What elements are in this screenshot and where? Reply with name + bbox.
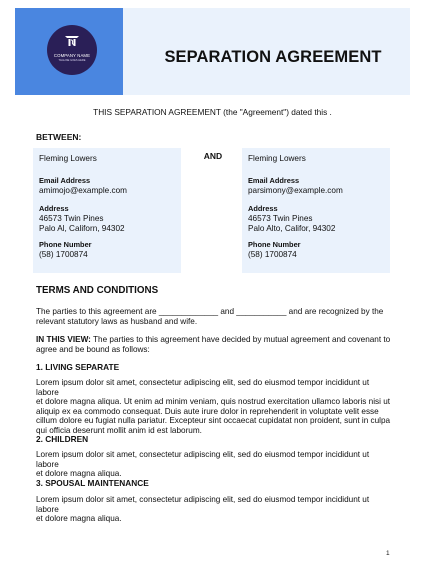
- party-name: Fleming Lowers: [248, 154, 306, 163]
- intro-line: THIS SEPARATION AGREEMENT (the "Agreement") dated this .: [93, 107, 332, 117]
- paragraph-line: cillum dolore eu fugiat nulla pariatur. Excepteur sint occaecat cupidatat non proident, sunt in culpa: [36, 416, 391, 426]
- section-heading: 2. CHILDREN: [36, 434, 89, 444]
- paragraph-line: qui officia deserunt mollit anim id est laborum.: [36, 425, 202, 435]
- paragraph-line: Lorem ipsum dolor sit amet, consectetur adipiscing elit, sed do eiusmod tempor incididunt ut labore: [36, 495, 370, 514]
- paragraph-line: agree and be bound as follows:: [36, 344, 150, 354]
- phone-value: (58) 1700874: [39, 250, 88, 259]
- and-label: AND: [203, 151, 223, 161]
- between-label: BETWEEN:: [36, 132, 82, 142]
- paragraph-line: et dolore magna aliqua.: [36, 469, 122, 479]
- company-logo: [47, 25, 97, 75]
- view-label: IN THIS VIEW:: [36, 335, 91, 344]
- phone-value: (58) 1700874: [248, 250, 297, 259]
- address-label: Address: [39, 204, 69, 213]
- address-line-1: 46573 Twin Pines: [39, 214, 104, 223]
- paragraph-line: et dolore magna aliqua. Ut enim ad minim veniam, quis nostrud exercitation ullamco laboris nisi ut: [36, 397, 391, 407]
- email-label: Email Address: [248, 176, 300, 185]
- email-value: amimojo@example.com: [39, 186, 127, 195]
- email-label: Email Address: [39, 176, 91, 185]
- view-paragraph: [36, 335, 391, 354]
- section-body: [36, 495, 391, 524]
- logo-panel: [15, 8, 123, 95]
- paragraph-line: The parties to this agreement are _____________ and ___________ and are recognized by the: [36, 307, 384, 316]
- party-name: Fleming Lowers: [39, 154, 97, 163]
- document-header: [15, 8, 410, 95]
- paragraph-line: et dolore magna aliqua.: [36, 514, 122, 524]
- party-card-first: [33, 148, 181, 273]
- section-body: [36, 378, 391, 436]
- address-line-2: Palo Al, Californ, 94302: [39, 224, 125, 233]
- document-title: SEPARATION AGREEMENT: [164, 48, 382, 66]
- page-number: 1: [386, 550, 390, 557]
- phone-label: Phone Number: [248, 240, 301, 249]
- terms-heading: TERMS AND CONDITIONS: [36, 285, 159, 296]
- parties-paragraph: [36, 307, 391, 326]
- address-label: Address: [248, 204, 278, 213]
- section-heading: 3. SPOUSAL MAINTENANCE: [36, 478, 149, 488]
- company-tagline: TAGLINE GOES HERE: [58, 59, 86, 62]
- party-card-second: [242, 148, 390, 273]
- address-line-1: 46573 Twin Pines: [248, 214, 313, 223]
- address-line-2: Palo Alto, Califor, 94302: [248, 224, 336, 233]
- paragraph-line: Lorem ipsum dolor sit amet, consectetur adipiscing elit, sed do eiusmod tempor incididunt ut labore: [36, 450, 370, 469]
- column-logo-icon: [64, 34, 80, 48]
- paragraph-line: Lorem ipsum dolor sit amet, consectetur adipiscing elit, sed do eiusmod tempor incididunt ut labore: [36, 378, 370, 397]
- paragraph-line: [36, 335, 391, 345]
- phone-label: Phone Number: [39, 240, 92, 249]
- paragraph-line: relevant statutory laws as husband and wife.: [36, 316, 198, 326]
- paragraph-line: aliquip ex ea commodo consequat. Duis aute irure dolor in reprehenderit in voluptate velit esse: [36, 406, 379, 416]
- company-name: COMPANY NAME: [53, 53, 91, 58]
- section-body: [36, 450, 391, 479]
- view-text: The parties to this agreement have decided by mutual agreement and covenant to: [90, 335, 391, 344]
- section-heading: 1. LIVING SEPARATE: [36, 362, 120, 372]
- email-value: parsimony@example.com: [248, 186, 343, 195]
